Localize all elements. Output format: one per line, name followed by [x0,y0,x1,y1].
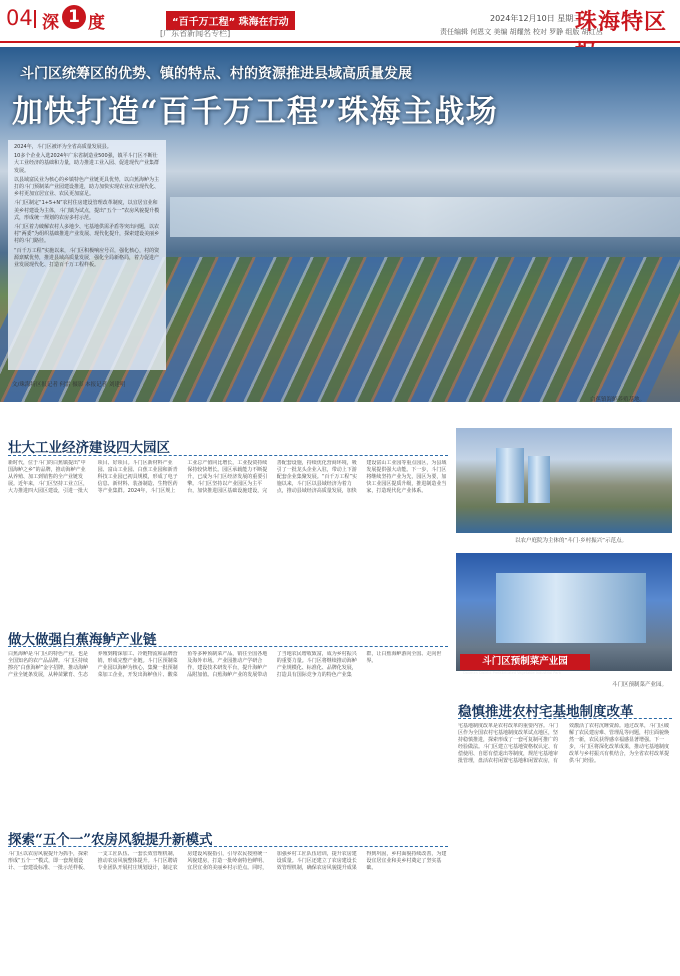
photo-caption: 以农户庭院为主体的“斗门·乡村振兴”示范点。 [515,538,627,544]
section-heading-homestead: 稳慎推进农村宅基地制度改革 [458,704,634,720]
section-heading-seabass: 做大做强白蕉海鲈产业链 [8,632,157,648]
park-building [496,573,646,643]
section-char-2: 度 [88,13,105,33]
section-heading-industry: 壮大工业经济建设四大园区 [8,440,170,456]
section-body-seabass: 白蕉海鲈是斗门区的特色产业，也是全国知名的农产品品牌。斗门区持续擦亮“白蕉海鲈”金字招牌，推动海鲈产业全链条发展，从种苗繁育、生态养殖到精深加工、冷链物流和品牌营销，形成完整产业链。斗门区预制菜产业园以海鲈为核心，集聚一批预制菜加工企业，开发出海鲈鱼片、酸菜鱼等多种预制菜产品，销往全国各地及海外市场。产业园推动产学研合作，建设技术研发平台，提升海鲈产品附加值。白蕉海鲈产业的发展带动了当地农民增收致富，成为乡村振兴的重要力量。斗门区将继续推动海鲈产业规模化、标准化、品牌化发展，打造具有国际竞争力的特色产业集群，让白蕉海鲈游向全国、走向世界。 [8,651,442,679]
park-sign: 斗门区预制菜产业园 [460,654,590,670]
intro-text [14,144,160,269]
topic-label: “百千万工程” 珠海在行动 [166,11,295,30]
photo-credit: 文/珠海特区报记者 何雷 摄影 本报记者 刘建明 [12,382,126,388]
residential-tower [496,448,524,503]
section-rule [8,846,448,847]
city-skyline [170,197,680,237]
topic-sublabel: [广东省新闻名专栏] [160,29,231,38]
article-kicker: 斗门区统筹区的优势、镇的特点、村的资源推进县域高质量发展 [20,66,412,82]
header-divider [34,10,36,28]
issue-date: 2024年12月10日 星期二 [490,14,582,23]
intro-paragraph: 以县域富民业为核心的乡镇特色产业链更具优势，以白蕉海鲈为主打的斗门预制菜产业园建设推进，助力加快实现农业农业现代化、乡村更加宜居宜业、农民更加富足。 [14,176,160,198]
newspaper-logo: 珠海特区 [575,9,668,35]
page-number: 04 [6,6,33,30]
editor-credits: 责任编辑 何恩文 美编 胡耀然 校对 罗静 组版 胡红丛 [440,28,603,36]
section-char-1: 深 [42,13,59,33]
article-headline: 加快打造“百千万工程”珠海主战场 [12,94,498,130]
section-rule [8,646,448,647]
section-body-industry: 新时代，位于斗门的白蕉镇提出“中国海鲈之乡”的品牌，推动海鲈产业从养殖、加工到销售的全产业链发展。近年来，斗门区坚持工业立区，大力推进四大园区建设，引进一批大项目、好项目。斗门区新材料产业园、富山工业园、白蕉工业园和新青科技工业园已初具规模，形成了电子信息、新材料、装备制造、生物医药等产业集群。2024年，斗门区规上工业总产值同比增长，工业投资持续保持较快增长。园区承载能力不断提升，已成为斗门区经济发展的重要引擎。斗门区坚持以产业园区为主平台，加快推进园区基础设施建设，完善配套设施，持续优化营商环境，吸引了一批龙头企业入驻，带动上下游配套企业集聚发展。“百千万工程”实施以来，斗门区以县域经济为着力点，推动县域经济高质量发展，加快建设富山工业园等重点园区，为县域发展提供强大动能。下一步，斗门区将继续坚持产业为先，园区为要，加快工业园区提质升级，推进制造业当家，打造现代化产业体系。 [8,460,447,495]
intro-paragraph: 斗门区着力破解农村人多地少、宅基地供需矛盾等突出问题，以农村“两委”为组织基础推进产业发展、现代化提升，探索建设美丽乡村的斗门路径。 [14,224,160,245]
section-heading-housing-style: 探索“五个一”农房风貌提升新模式 [8,832,213,848]
park-sign-english: Doumen District Prefabricated Vegetable Industrial Park [463,671,561,675]
village-photo [456,428,672,533]
section-number-badge: 1 [62,5,86,29]
residential-tower [528,456,550,503]
photo-caption: 斗门区预制菜产业园。 [612,682,668,688]
section-rule [8,455,448,456]
section-rule [458,718,672,719]
hero-photo-caption: 白蕉镇海鲈养殖基地。 [590,397,646,403]
section-body-homestead: 宅基地制度改革是农村改革的重要内容。斗门区作为全国农村宅基地制度改革试点地区，坚持稳慎推进，探索形成了一套可复制可推广的经验做法。斗门区建立宅基地资格权认定、有偿使用、自愿有偿退出等制度，规范宅基地审批管理，盘活农村闲置宅基地和闲置农房，有效激活了农村沉睡资源。通过改革，斗门区破解了农民建房难、管理乱等问题，村庄面貌焕然一新，农民获得感幸福感显著增强。下一步，斗门区将深化改革成果，推动宅基地制度改革与乡村振兴有机结合，为全省农村改革提供斗门经验。 [458,723,670,765]
section-body-housing-style: 斗门区以农房风貌提升为抓手，探索形成“五个一”模式，即一套规划设计、一套建设标准、一批示范样板、一支工匠队伍、一套长效管理机制，推动农房风貌整体提升。斗门区聘请专业团队开展村庄规划设计，制定农房建设风貌指引，引导农民按照统一风貌建房，打造一批岭南特色鲜明、宜居宜业的美丽乡村示范点。同时，加强乡村工匠队伍培训，提升农房建设质量。斗门区还建立了农房建设长效管理机制，确保农房风貌提升成果得到巩固，乡村面貌持续改善，为建设宜居宜业和美乡村奠定了坚实基础。 [8,851,447,872]
intro-paragraph: 斗门区制定“1+5+N”农村住房建设管理改革制度，以宜居宜业和美乡村建设为主体，斗门镇为试点，提出“五个一”农房风貌提升模式，形成统一规划的农房多村示范。 [14,200,160,221]
header-rule [0,41,680,43]
intro-paragraph: 2024年，斗门区被评为全省高质量发展县。 [14,144,112,150]
intro-paragraph: “百千万工程”实施以来，斗门区积极响应号召，强化核心，村的资源禀赋优势，推进县域高质量发展，强化全局新格局，着力促进产业发展现代化、打造百千万工程样板。 [14,247,160,269]
intro-paragraph: 10多个企业入选2024年广东省制造业500强，镇平斗门区不断壮大工业经济的基础和力量，助力推进工业入园、促进现代产业集群发展。 [14,153,160,174]
